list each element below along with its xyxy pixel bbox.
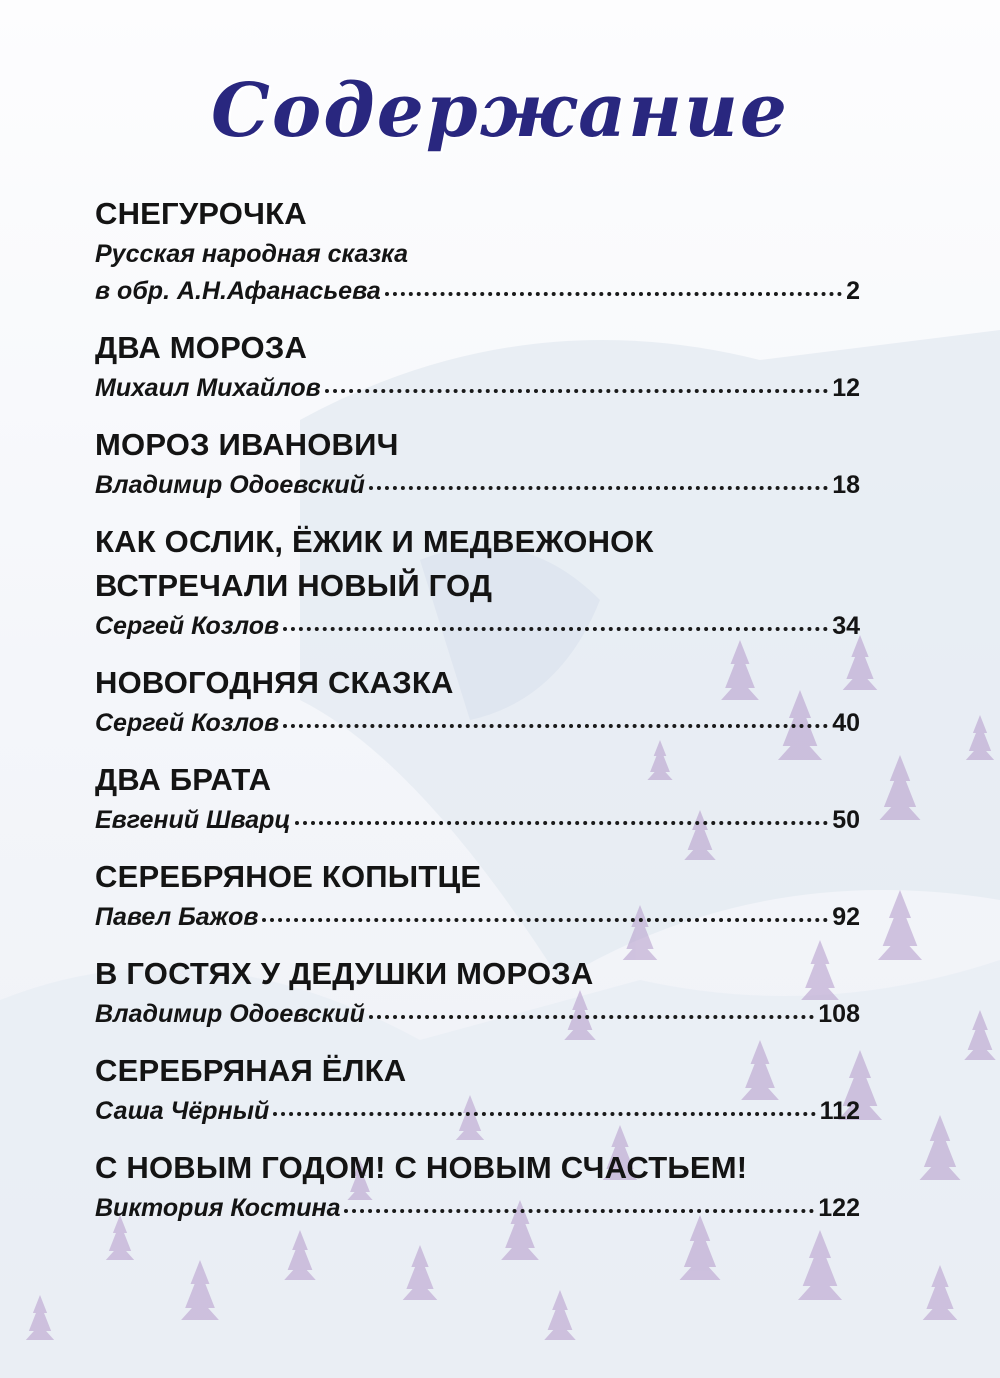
entry-author: Владимир Одоевский bbox=[95, 1000, 365, 1028]
entry-author-line bbox=[95, 899, 860, 936]
dot-leader bbox=[295, 821, 829, 825]
entry-title: С НОВЫМ ГОДОМ! С НОВЫМ СЧАСТЬЕМ! bbox=[95, 1150, 748, 1185]
entry-author: Саша Чёрный bbox=[95, 1097, 270, 1125]
toc-entry[interactable] bbox=[95, 423, 865, 504]
toc-entry[interactable] bbox=[95, 326, 865, 407]
dot-leader bbox=[369, 1015, 814, 1019]
entry-author-line bbox=[95, 467, 860, 504]
entry-page-number: 108 bbox=[818, 1000, 860, 1028]
page-title: Содержание bbox=[211, 68, 789, 154]
entry-author-line bbox=[95, 1190, 860, 1227]
entry-author: Павел Бажов bbox=[95, 903, 259, 931]
entry-title: КАК ОСЛИК, ЁЖИК И МЕДВЕЖОНОК bbox=[95, 524, 654, 559]
entry-author-line bbox=[95, 802, 860, 839]
dot-leader bbox=[283, 724, 828, 728]
entry-page-number: 112 bbox=[819, 1097, 860, 1125]
entry-title: ДВА БРАТА bbox=[95, 762, 272, 797]
entry-title: СЕРЕБРЯНАЯ ЁЛКА bbox=[95, 1053, 407, 1088]
toc-entry[interactable] bbox=[95, 192, 865, 310]
entry-author: в обр. А.Н.Афанасьева bbox=[95, 277, 381, 305]
toc-entry[interactable] bbox=[95, 855, 865, 936]
entry-title: СЕРЕБРЯНОЕ КОПЫТЦЕ bbox=[95, 859, 482, 894]
entry-title: МОРОЗ ИВАНОВИЧ bbox=[95, 427, 399, 462]
toc-entry[interactable] bbox=[95, 661, 865, 742]
entry-title: СНЕГУРОЧКА bbox=[95, 196, 307, 231]
dot-leader bbox=[262, 918, 828, 922]
dot-leader bbox=[369, 486, 828, 490]
entry-title: В ГОСТЯХ У ДЕДУШКИ МОРОЗА bbox=[95, 956, 594, 991]
entry-author-line bbox=[95, 273, 860, 310]
dot-leader bbox=[385, 292, 842, 296]
entry-title: НОВОГОДНЯЯ СКАЗКА bbox=[95, 665, 454, 700]
entry-subtitle: Русская народная сказка bbox=[95, 240, 409, 268]
entry-author: Виктория Костина bbox=[95, 1194, 341, 1222]
entry-author: Сергей Козлов bbox=[95, 709, 280, 737]
toc-entry[interactable] bbox=[95, 952, 865, 1033]
dot-leader bbox=[325, 389, 828, 393]
entry-author: Сергей Козлов bbox=[95, 612, 280, 640]
dot-leader bbox=[344, 1209, 814, 1213]
toc-entry[interactable] bbox=[95, 758, 865, 839]
toc-entry[interactable] bbox=[95, 520, 865, 645]
entry-author-line bbox=[95, 1093, 860, 1130]
toc-list bbox=[95, 192, 865, 1243]
entry-title: ВСТРЕЧАЛИ НОВЫЙ ГОД bbox=[95, 568, 493, 603]
toc-entry[interactable] bbox=[95, 1146, 865, 1227]
entry-page-number: 92 bbox=[832, 903, 860, 931]
entry-author-line bbox=[95, 370, 860, 407]
entry-page-number: 12 bbox=[832, 374, 860, 402]
entry-title: ДВА МОРОЗА bbox=[95, 330, 308, 365]
entry-page-number: 2 bbox=[846, 277, 860, 305]
entry-page-number: 122 bbox=[818, 1194, 860, 1222]
entry-author-line bbox=[95, 705, 860, 742]
entry-author: Владимир Одоевский bbox=[95, 471, 365, 499]
dot-leader bbox=[283, 627, 828, 631]
entry-page-number: 34 bbox=[832, 612, 860, 640]
entry-page-number: 18 bbox=[832, 471, 860, 499]
entry-author: Михаил Михайлов bbox=[95, 374, 321, 402]
entry-page-number: 50 bbox=[832, 806, 860, 834]
entry-author-line bbox=[95, 996, 860, 1033]
entry-page-number: 40 bbox=[832, 709, 860, 737]
entry-author-line bbox=[95, 608, 860, 645]
dot-leader bbox=[273, 1112, 815, 1116]
entry-author: Евгений Шварц bbox=[95, 806, 291, 834]
toc-entry[interactable] bbox=[95, 1049, 865, 1130]
